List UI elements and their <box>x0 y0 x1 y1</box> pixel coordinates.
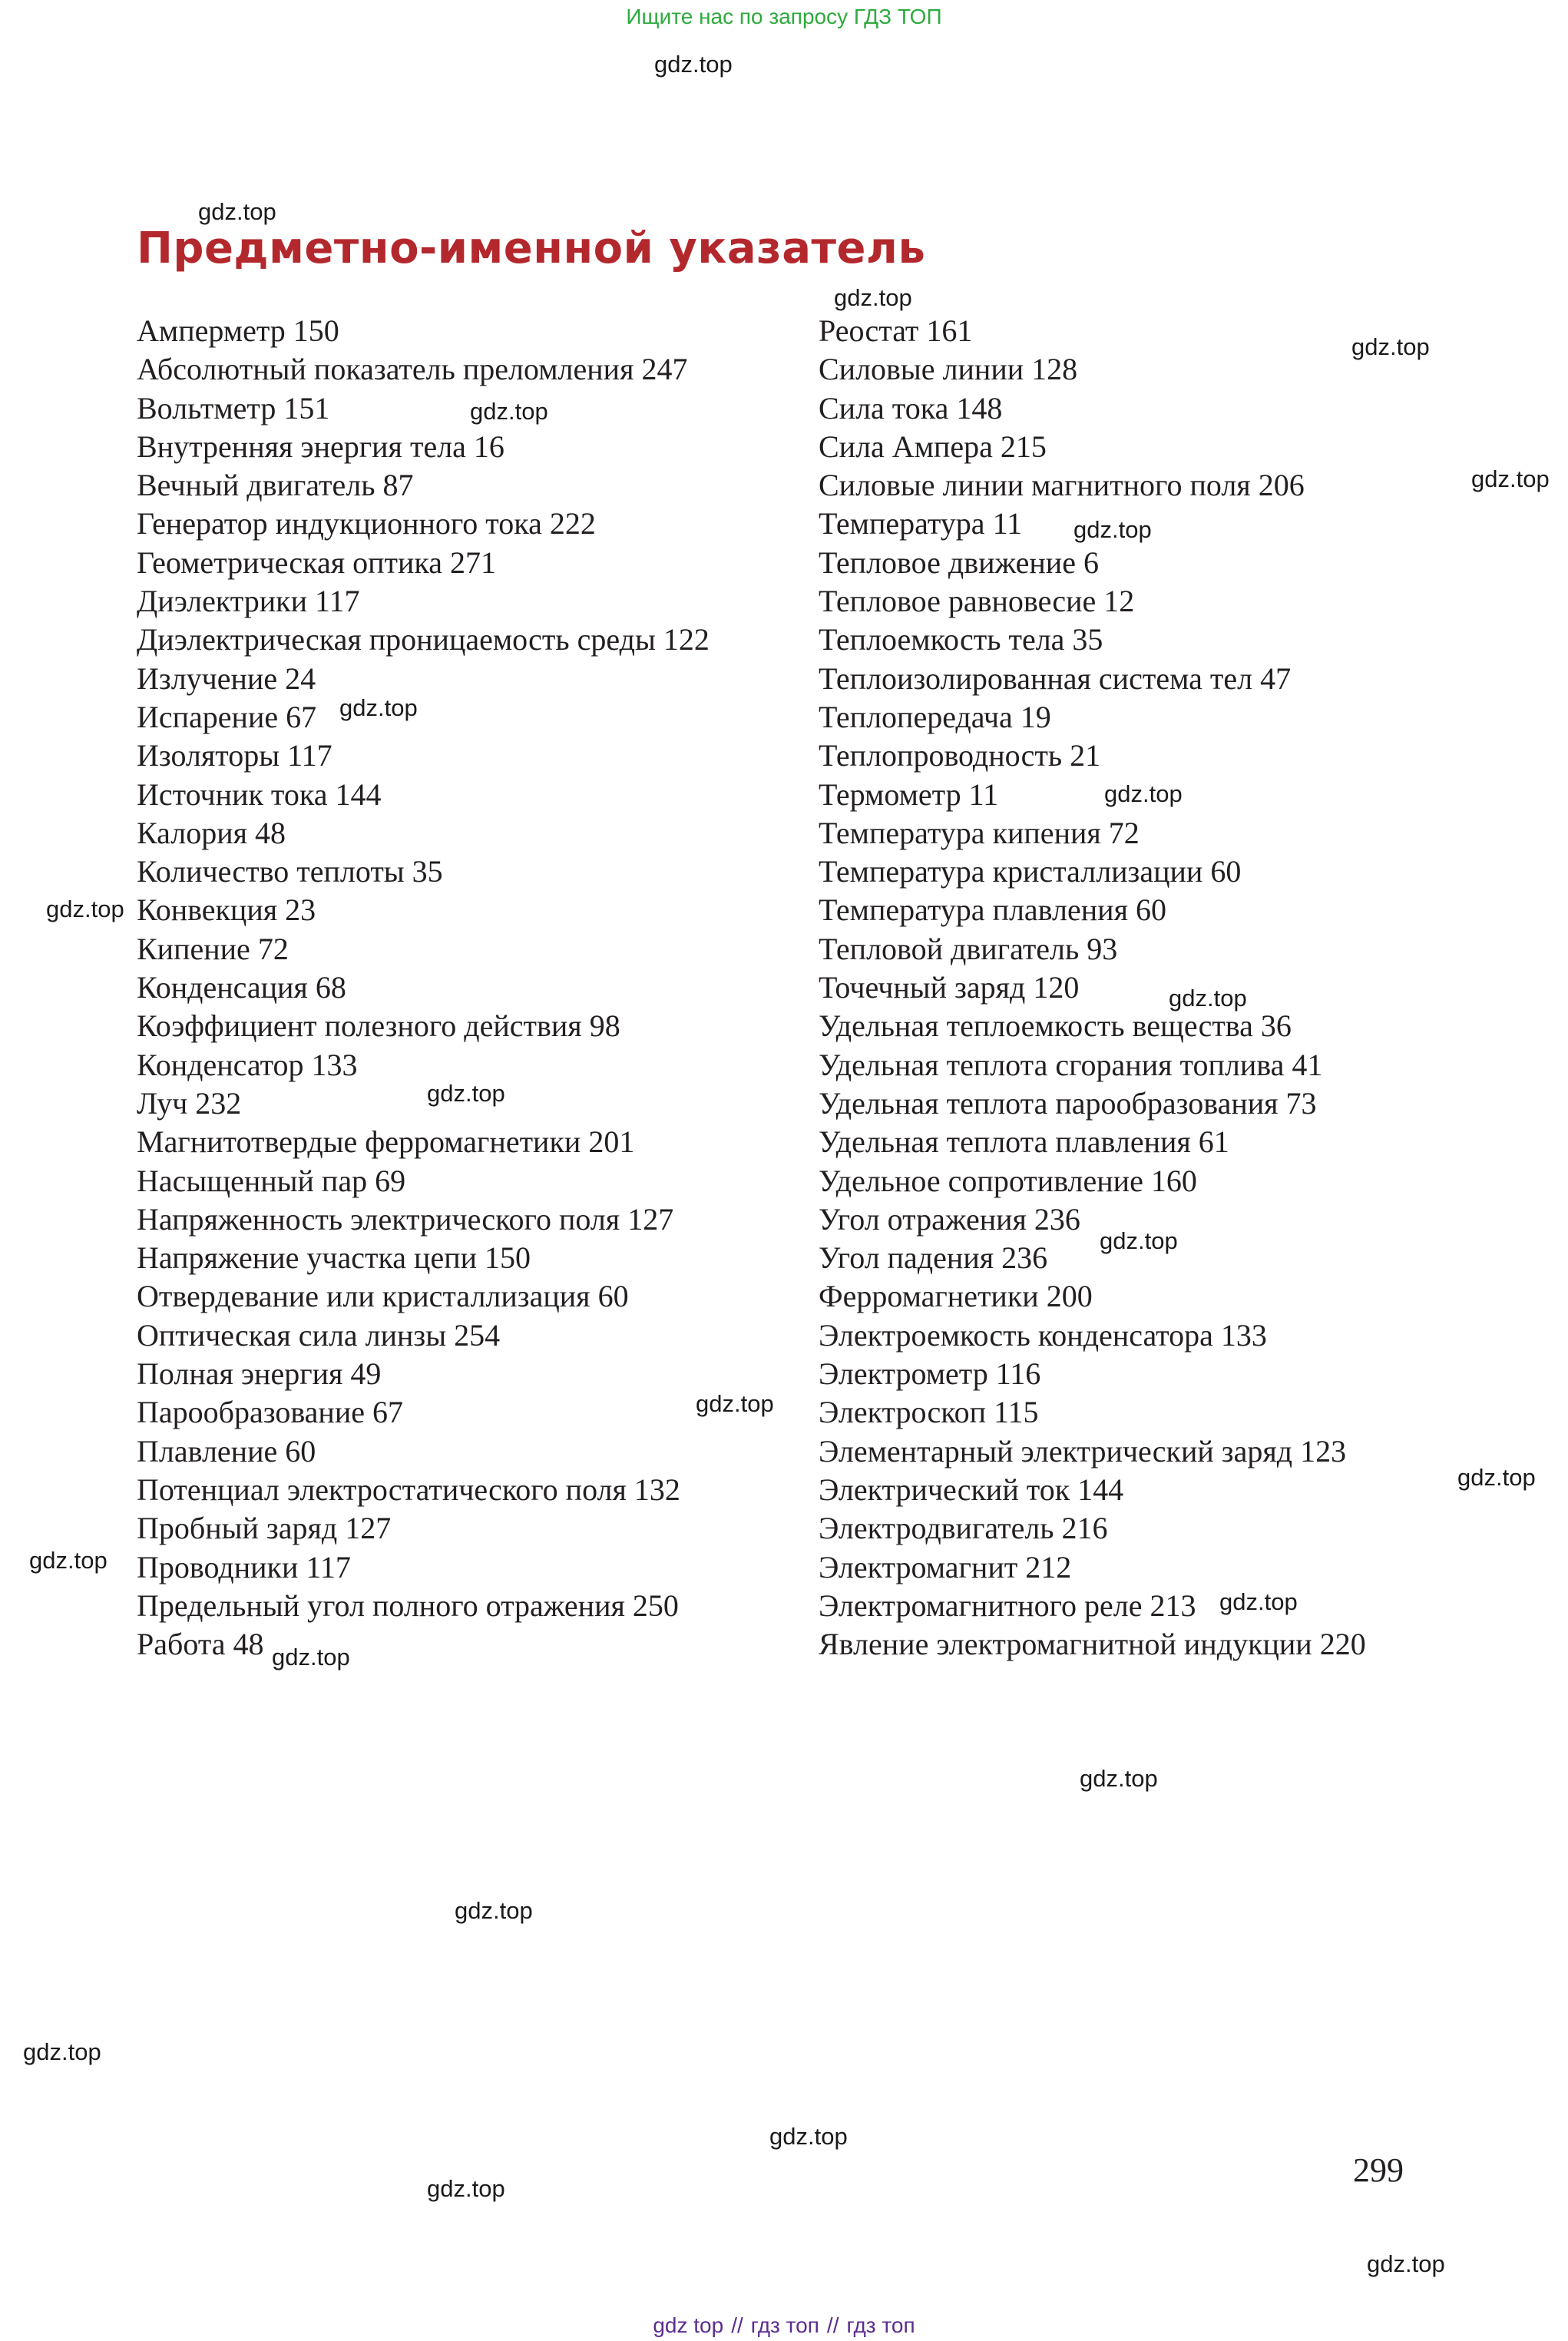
index-term: Пробный заряд <box>137 1511 338 1546</box>
index-page-ref: 151 <box>283 390 330 425</box>
index-entry <box>137 1007 710 1045</box>
index-entry <box>137 660 710 698</box>
index-term: Электродвигатель <box>819 1511 1054 1546</box>
index-entry <box>137 350 710 389</box>
watermark-text: gdz.top <box>1100 1227 1178 1254</box>
watermark-text: gdz.top <box>1367 2250 1445 2277</box>
index-entry <box>137 1200 710 1239</box>
index-page-ref: 254 <box>454 1317 501 1353</box>
index-entry <box>137 1277 710 1316</box>
index-page-ref: 60 <box>285 1433 316 1469</box>
index-column-left <box>137 312 710 1664</box>
index-entry <box>819 1471 1366 1509</box>
index-term: Излучение <box>137 661 278 696</box>
index-term: Угол отражения <box>819 1201 1027 1237</box>
index-entry <box>137 698 710 737</box>
index-entry <box>137 428 710 466</box>
index-term: Геометрическая оптика <box>137 545 442 580</box>
index-term: Температура плавления <box>819 892 1128 928</box>
index-page-ref: 150 <box>485 1240 531 1276</box>
index-term: Напряженность электрического поля <box>137 1201 620 1237</box>
index-entry <box>137 930 710 969</box>
index-term: Удельная теплота плавления <box>819 1124 1191 1160</box>
index-term: Генератор индукционного тока <box>137 506 542 541</box>
index-page-ref: 47 <box>1260 661 1292 696</box>
index-entry <box>819 1046 1366 1084</box>
index-entry <box>137 1162 710 1200</box>
page-number: 299 <box>1353 2151 1404 2189</box>
index-term: Проводники <box>137 1549 299 1584</box>
index-entry <box>137 621 710 659</box>
index-term: Парообразование <box>137 1395 365 1430</box>
index-term: Вольтметр <box>137 390 276 425</box>
index-entry <box>137 505 710 543</box>
index-page-ref: 150 <box>293 313 339 348</box>
index-term: Силовые линии магнитного поля <box>819 468 1251 503</box>
watermark-text: gdz.top <box>1471 465 1550 492</box>
index-page-ref: 215 <box>1000 429 1047 464</box>
index-page-ref: 117 <box>314 584 360 619</box>
index-term: Электрометр <box>819 1356 988 1392</box>
index-column-right <box>819 312 1366 1664</box>
index-page-ref: 67 <box>372 1395 403 1430</box>
index-entry <box>819 1509 1366 1548</box>
index-term: Электроемкость конденсатора <box>819 1317 1213 1353</box>
watermark-text: gdz.top <box>198 198 276 225</box>
index-page-ref: 144 <box>335 776 382 812</box>
index-page-ref: 60 <box>597 1279 629 1314</box>
index-page-ref: 60 <box>1210 854 1242 889</box>
index-page-ref: 24 <box>285 661 316 696</box>
index-term: Сила тока <box>819 390 949 425</box>
index-term: Конденсатор <box>137 1047 304 1082</box>
index-term: Изоляторы <box>137 738 280 773</box>
index-page-ref: 69 <box>375 1163 406 1198</box>
index-term: Теплопроводность <box>819 738 1063 773</box>
watermark-text: gdz.top <box>23 2038 101 2065</box>
index-page-ref: 123 <box>1300 1433 1347 1469</box>
index-page-ref: 236 <box>1034 1201 1080 1237</box>
index-entry <box>819 814 1366 853</box>
index-entry <box>819 1316 1366 1355</box>
index-entry <box>819 1239 1366 1277</box>
index-term: Тепловое равновесие <box>819 584 1097 619</box>
watermark-text: gdz.top <box>654 51 733 78</box>
index-page-ref: 132 <box>633 1472 680 1507</box>
index-entry <box>137 737 710 775</box>
index-page-ref: 247 <box>641 352 688 387</box>
index-entry <box>819 1393 1366 1432</box>
top-search-banner[interactable]: Ищите нас по запросу ГДЗ ТОП <box>626 5 942 28</box>
index-term: Отвердевание или кристаллизация <box>137 1279 590 1314</box>
index-page-ref: 87 <box>382 468 414 503</box>
index-term: Ферромагнетики <box>819 1279 1039 1314</box>
index-term: Абсолютный показатель преломления <box>137 352 634 387</box>
index-page-ref: 35 <box>1072 622 1103 657</box>
index-page-ref: 35 <box>412 854 443 889</box>
watermark-text: gdz.top <box>769 2123 848 2150</box>
index-entry <box>819 544 1366 582</box>
index-page-ref: 98 <box>589 1008 620 1044</box>
index-term: Электрический ток <box>819 1472 1070 1507</box>
index-term: Количество теплоты <box>137 854 405 889</box>
index-page-ref: 127 <box>627 1201 674 1237</box>
index-term: Электромагнит <box>819 1549 1018 1584</box>
index-term: Амперметр <box>137 313 286 348</box>
index-term: Источник тока <box>137 776 328 812</box>
index-term: Кипение <box>137 931 250 966</box>
index-page-ref: 222 <box>549 506 596 541</box>
index-term: Испарение <box>137 699 279 734</box>
watermark-text: gdz.top <box>1104 780 1183 807</box>
index-term: Электроскоп <box>819 1395 987 1430</box>
watermark-text: gdz.top <box>1457 1464 1536 1491</box>
index-page-ref: 21 <box>1070 738 1101 773</box>
index-term: Сила Ампера <box>819 429 993 464</box>
index-term: Калория <box>137 815 248 850</box>
index-entry <box>819 1355 1366 1393</box>
index-entry <box>819 389 1366 428</box>
index-term: Напряжение участка цепи <box>137 1240 478 1276</box>
index-page-ref: 11 <box>968 776 999 812</box>
watermark-text: gdz.top <box>272 1644 350 1670</box>
index-entry <box>819 853 1366 891</box>
index-page-ref: 12 <box>1103 584 1135 619</box>
index-entry <box>137 1084 710 1123</box>
watermark-text: gdz.top <box>455 1897 533 1924</box>
index-page-ref: 48 <box>255 815 286 850</box>
index-page-ref: 19 <box>1020 699 1051 734</box>
watermark-text: gdz.top <box>696 1390 774 1417</box>
index-page-ref: 60 <box>1135 892 1166 928</box>
index-page-ref: 93 <box>1087 931 1118 966</box>
index-term: Температура кристаллизации <box>819 854 1203 889</box>
index-entry <box>819 312 1366 350</box>
index-entry <box>137 969 710 1007</box>
index-entry <box>819 582 1366 621</box>
index-term: Магнитотвердые ферромагнетики <box>137 1124 581 1160</box>
index-page-ref: 271 <box>450 545 496 580</box>
index-page-ref: 213 <box>1150 1588 1196 1623</box>
index-term: Электромагнитного реле <box>819 1588 1143 1623</box>
index-entry <box>137 1509 710 1548</box>
index-page-ref: 220 <box>1319 1627 1366 1662</box>
watermark-text: gdz.top <box>1351 333 1430 360</box>
index-term: Тепловой двигатель <box>819 931 1080 966</box>
index-term: Теплоизолированная система тел <box>819 661 1253 696</box>
index-entry <box>819 428 1366 466</box>
index-term: Силовые линии <box>819 352 1024 387</box>
index-term: Плавление <box>137 1433 278 1469</box>
index-entry <box>137 1355 710 1393</box>
index-entry <box>137 1625 710 1664</box>
index-term: Конвекция <box>137 892 278 928</box>
index-page-ref: 212 <box>1025 1549 1072 1584</box>
index-term: Явление электромагнитной индукции <box>819 1627 1312 1662</box>
index-term: Луч <box>137 1085 188 1121</box>
watermark-text: gdz.top <box>427 2175 505 2202</box>
watermark-text: gdz.top <box>1169 985 1247 1012</box>
index-term: Температура кипения <box>819 815 1101 850</box>
index-page-ref: 67 <box>286 699 317 734</box>
index-page-ref: 232 <box>195 1085 242 1121</box>
index-page-ref: 115 <box>994 1395 1039 1430</box>
index-page-ref: 127 <box>345 1511 392 1546</box>
index-entry <box>819 1162 1366 1200</box>
index-entry <box>137 1123 710 1161</box>
watermark-text: gdz.top <box>427 1080 505 1107</box>
index-page-ref: 148 <box>956 390 1003 425</box>
index-page-ref: 36 <box>1260 1008 1292 1044</box>
index-entry <box>819 737 1366 775</box>
index-entry <box>137 814 710 853</box>
index-page-ref: 206 <box>1258 468 1305 503</box>
index-term: Работа <box>137 1627 226 1662</box>
index-entry <box>819 1625 1366 1664</box>
index-entry <box>819 1432 1366 1471</box>
index-entry <box>137 853 710 891</box>
index-term: Диэлектрики <box>137 584 307 619</box>
index-entry <box>137 389 710 428</box>
index-page-ref: 144 <box>1077 1472 1124 1507</box>
index-term: Внутренняя энергия тела <box>137 429 466 464</box>
index-term: Реостат <box>819 313 919 348</box>
index-entry <box>819 698 1366 737</box>
index-term: Полная энергия <box>137 1356 343 1392</box>
index-term: Термометр <box>819 776 961 812</box>
index-entry <box>137 1471 710 1509</box>
index-page-ref: 116 <box>995 1356 1041 1392</box>
index-page-ref: 161 <box>926 313 973 348</box>
index-page-ref: 117 <box>306 1549 351 1584</box>
watermark-text: gdz.top <box>339 694 418 721</box>
index-page-ref: 68 <box>315 970 346 1005</box>
index-entry <box>137 776 710 814</box>
index-page-ref: 72 <box>257 931 289 966</box>
index-entry <box>819 660 1366 698</box>
index-term: Оптическая сила линзы <box>137 1317 447 1353</box>
index-page-ref: 200 <box>1046 1279 1093 1314</box>
index-page-ref: 201 <box>588 1124 635 1160</box>
index-entry <box>137 1239 710 1277</box>
index-term: Удельная теплота сгорания топлива <box>819 1047 1285 1082</box>
index-term: Удельное сопротивление <box>819 1163 1143 1198</box>
index-page-ref: 250 <box>632 1588 679 1623</box>
index-term: Предельный угол полного отражения <box>137 1588 625 1623</box>
index-term: Температура <box>819 506 985 541</box>
footer-link-gdz-top[interactable]: gdz top <box>653 2313 724 2337</box>
index-entry <box>819 350 1366 389</box>
index-page-ref: 23 <box>285 892 316 928</box>
index-page-ref: 16 <box>473 429 504 464</box>
index-term: Элементарный электрический заряд <box>819 1433 1293 1469</box>
index-page-ref: 48 <box>233 1627 264 1662</box>
watermark-text: gdz.top <box>29 1547 108 1574</box>
footer-separator: // <box>826 2313 839 2337</box>
index-entry <box>819 1007 1366 1045</box>
index-page-ref: 72 <box>1108 815 1140 850</box>
index-page-ref: 73 <box>1285 1085 1317 1121</box>
index-term: Теплопередача <box>819 699 1013 734</box>
index-entry <box>137 312 710 350</box>
index-term: Угол падения <box>819 1240 994 1276</box>
watermark-text: gdz.top <box>1073 516 1152 543</box>
footer-link-gdz-top-ru-2[interactable]: гдз топ <box>846 2313 915 2337</box>
index-entry <box>819 1123 1366 1161</box>
index-entry <box>819 930 1366 969</box>
index-term: Коэффициент полезного действия <box>137 1008 582 1044</box>
index-page-ref: 41 <box>1292 1047 1323 1082</box>
watermark-text: gdz.top <box>834 284 912 311</box>
index-term: Конденсация <box>137 970 308 1005</box>
watermark-text: gdz.top <box>470 398 548 425</box>
index-entry <box>819 891 1366 929</box>
index-entry <box>137 544 710 582</box>
index-term: Вечный двигатель <box>137 468 375 503</box>
index-entry <box>137 1393 710 1432</box>
index-page-ref: 133 <box>1220 1317 1267 1353</box>
index-heading: Предметно-именной указатель <box>137 224 926 273</box>
index-entry <box>819 969 1366 1007</box>
index-page-ref: 160 <box>1150 1163 1197 1198</box>
index-page-ref: 133 <box>311 1047 358 1082</box>
footer-separator: // <box>731 2313 743 2337</box>
index-term: Теплоемкость тела <box>819 622 1065 657</box>
index-entry <box>819 1084 1366 1123</box>
index-entry <box>819 621 1366 659</box>
index-term: Диэлектрическая проницаемость среды <box>137 622 656 657</box>
index-entry <box>137 891 710 929</box>
index-page-ref: 120 <box>1033 970 1080 1005</box>
index-page-ref: 117 <box>287 738 332 773</box>
index-entry <box>819 466 1366 505</box>
index-page-ref: 6 <box>1083 545 1099 580</box>
index-entry <box>819 1277 1366 1316</box>
index-entry <box>819 776 1366 814</box>
index-entry <box>137 466 710 505</box>
index-term: Точечный заряд <box>819 970 1026 1005</box>
watermark-text: gdz.top <box>46 896 124 922</box>
index-term: Удельная теплоемкость вещества <box>819 1008 1253 1044</box>
index-page-ref: 11 <box>992 506 1023 541</box>
index-page-ref: 61 <box>1198 1124 1229 1160</box>
watermark-text: gdz.top <box>1080 1765 1158 1792</box>
index-page-ref: 236 <box>1001 1240 1048 1276</box>
index-term: Насыщенный пар <box>137 1163 368 1198</box>
index-term: Потенциал электростатического поля <box>137 1472 627 1507</box>
index-entry <box>819 1200 1366 1239</box>
index-entry <box>137 1046 710 1084</box>
index-entry <box>137 1587 710 1625</box>
index-page-ref: 122 <box>663 622 710 657</box>
footer-link-gdz-top-ru[interactable]: гдз топ <box>750 2313 819 2337</box>
index-entry <box>137 582 710 621</box>
index-entry <box>137 1548 710 1587</box>
index-term: Удельная теплота парообразования <box>819 1085 1279 1121</box>
index-entry <box>137 1432 710 1471</box>
watermark-text: gdz.top <box>1219 1588 1298 1615</box>
index-term: Тепловое движение <box>819 545 1076 580</box>
index-entry <box>819 1548 1366 1587</box>
index-page-ref: 216 <box>1061 1511 1108 1546</box>
index-page-ref: 128 <box>1031 352 1078 387</box>
index-entry <box>137 1316 710 1355</box>
footer-links <box>0 2312 1568 2339</box>
index-page-ref: 49 <box>350 1356 382 1392</box>
